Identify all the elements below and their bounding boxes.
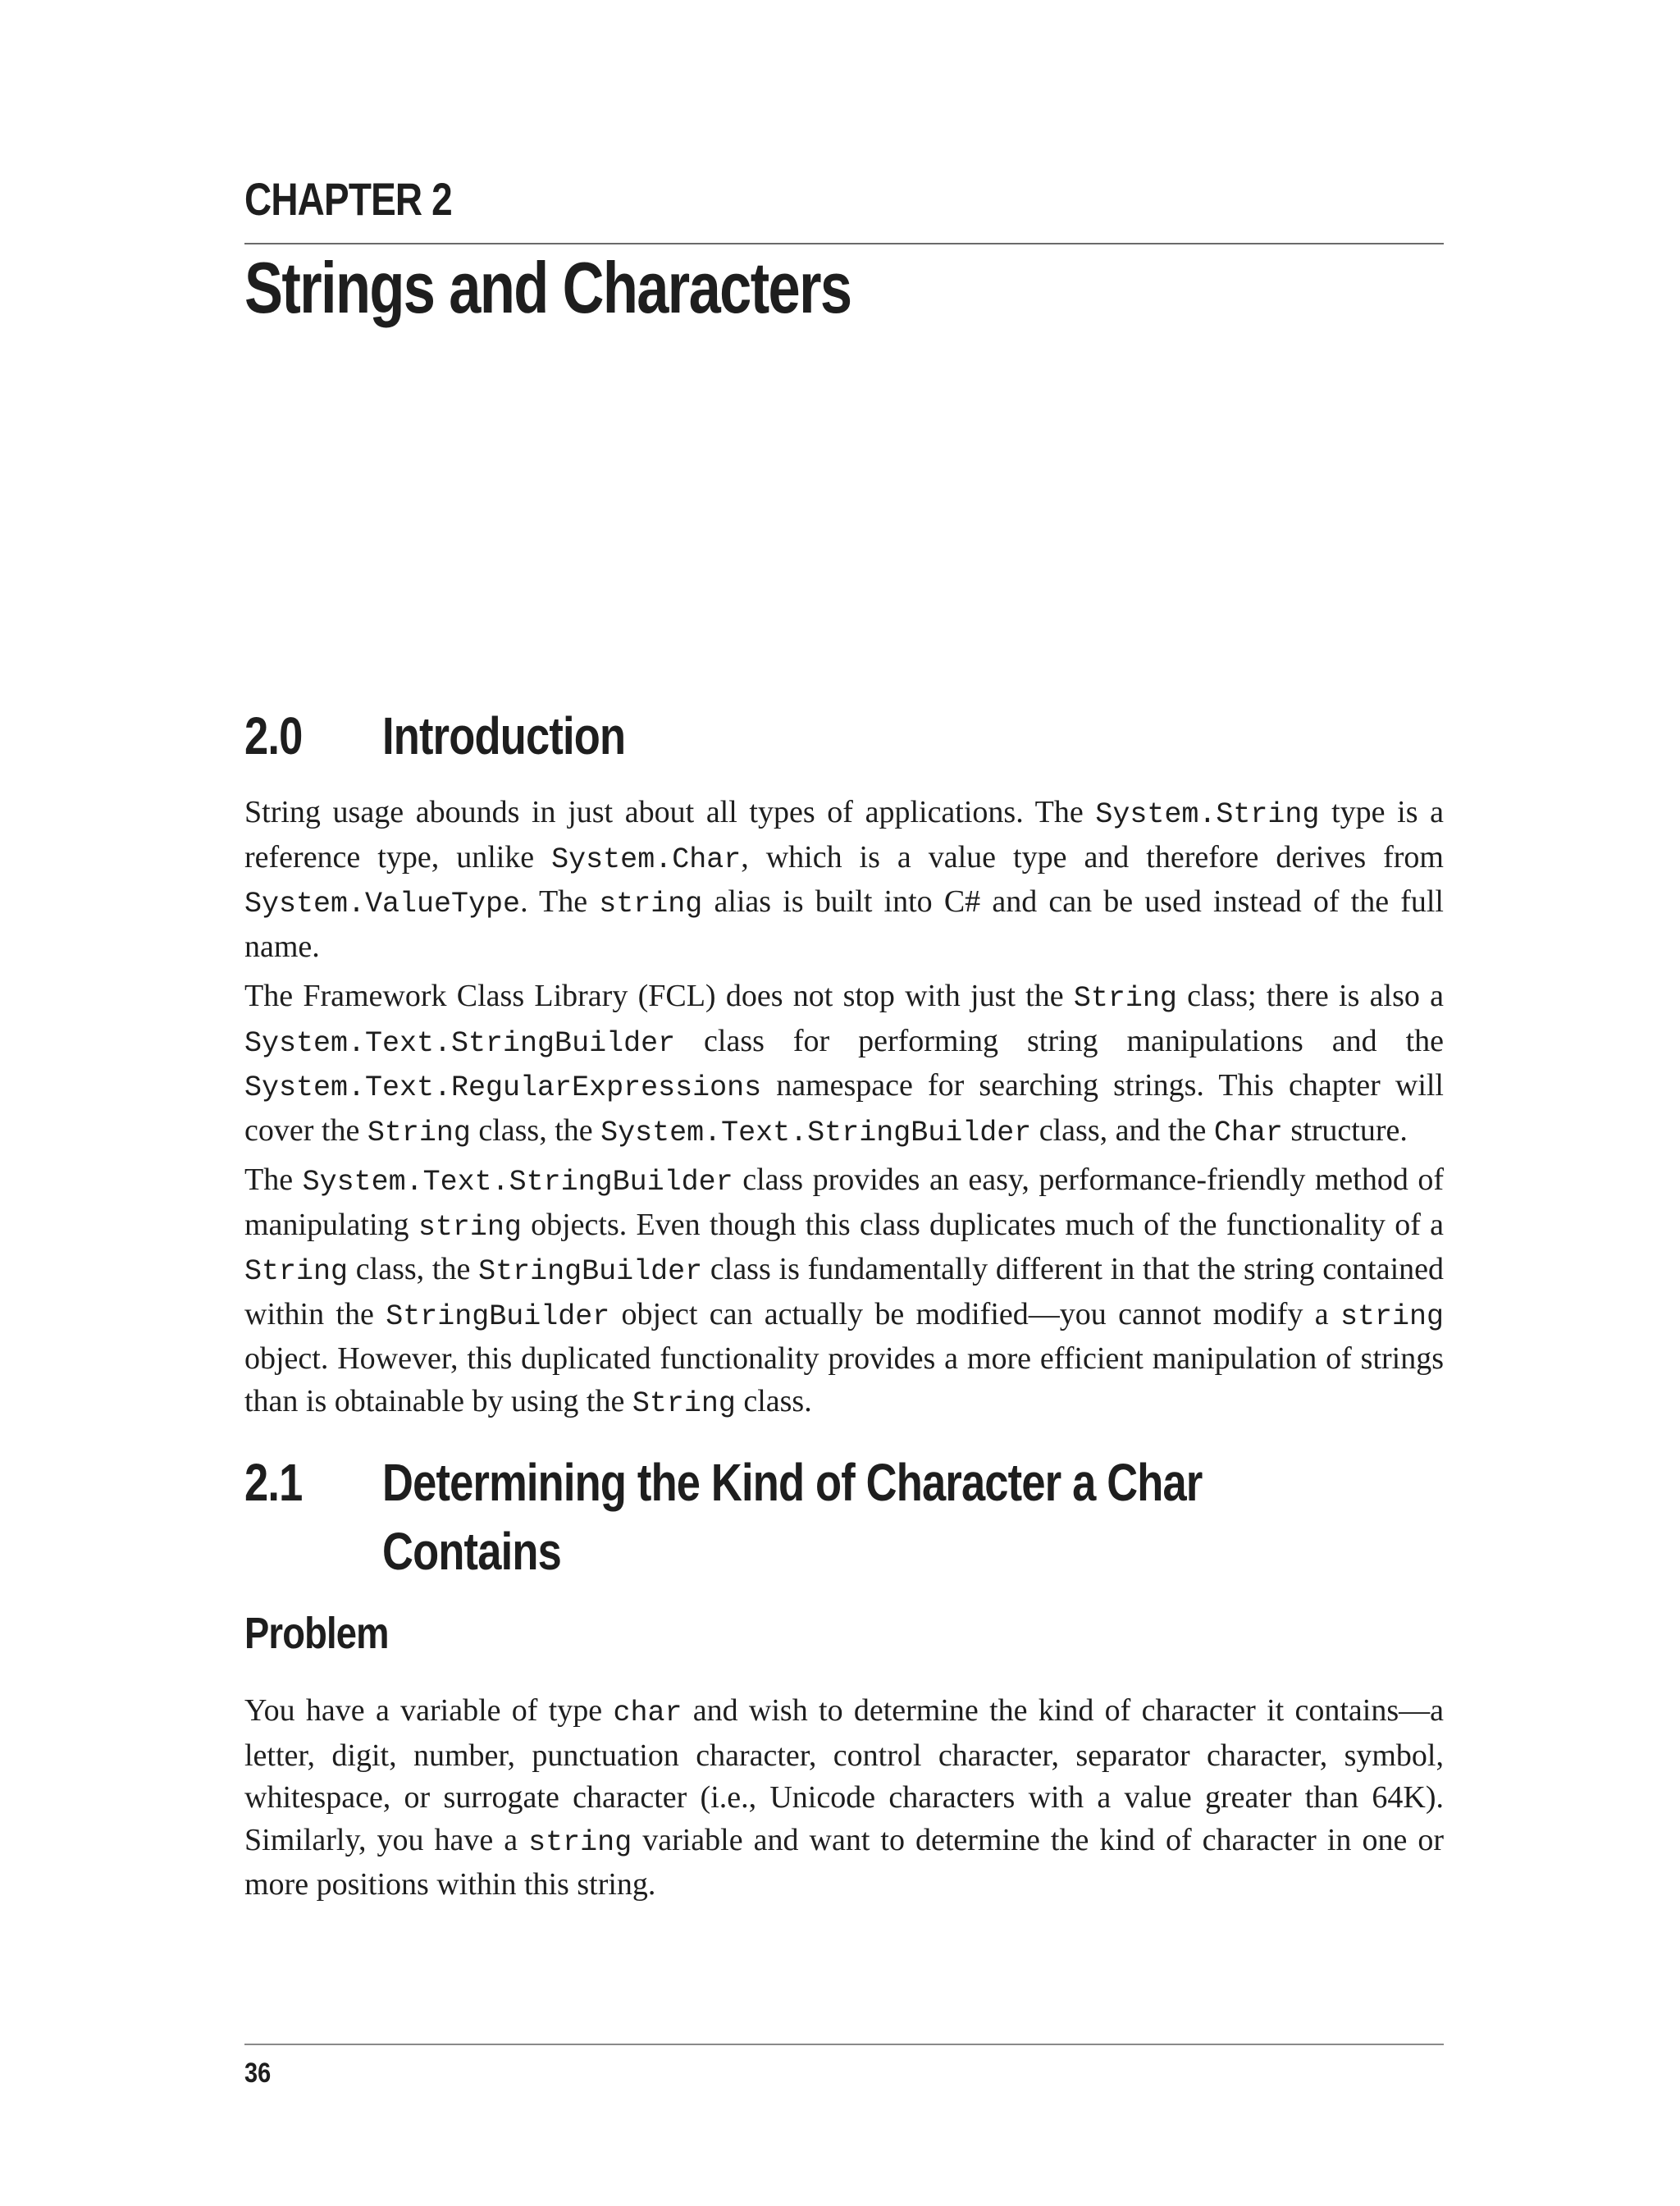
code-inline: System.Char xyxy=(551,843,742,876)
code-inline: string xyxy=(528,1825,632,1859)
code-inline: System.ValueType xyxy=(244,888,521,920)
footer-rule xyxy=(244,2044,1444,2045)
code-inline: System.Text.StringBuilder xyxy=(600,1116,1032,1149)
code-inline: string xyxy=(599,888,703,920)
code-inline: string xyxy=(418,1210,522,1244)
problem-paragraph: You have a variable of type char and wish to determine the kind of character it contains—a letter, digit, number, punctuation character, control character, separator character, symbol, whitespace, or surrogate character (i.e., Unicode characters with a value greater than 64K). Similarly, you have a string variable and want to determine the kind of character in one or more positions within this string. xyxy=(244,1693,1444,1902)
code-inline: String xyxy=(1073,982,1177,1015)
problem-heading: Problem xyxy=(244,1609,389,1658)
code-inline: string xyxy=(1340,1299,1444,1333)
code-inline: System.Text.StringBuilder xyxy=(244,1026,676,1060)
section-title: Determining the Kind of Character a Char Contains xyxy=(382,1453,1203,1581)
page-number: 36 xyxy=(244,2058,272,2089)
intro-paragraph-2: The Framework Class Library (FCL) does not stop with just the String class; there is also a System.Text.StringBuilder class for performing string manipulations and the System.Text.RegularExpressions namespace for searching strings. This chapter will cover the String class, the System.Text.StringBuilder class, and the Char structure. xyxy=(244,979,1444,1149)
chapter-label: CHAPTER 2 xyxy=(244,173,452,225)
code-inline: Char xyxy=(1213,1116,1283,1149)
code-inline: String xyxy=(367,1116,471,1149)
code-inline: System.String xyxy=(1095,798,1320,831)
intro-paragraph-3: The System.Text.StringBuilder class provides an easy, performance-friendly method of manipulating string objects. Even though this class duplicates much of the functionality of a String class, the StringBuilder class is fundamentally different in that the string contained within the StringBuilder object can actually be modified—you cannot modify a string object. However, this duplicated functionality provides a more efficient manipulation of strings than is obtainable by using the String class. xyxy=(244,1162,1444,1420)
code-inline: StringBuilder xyxy=(386,1299,610,1333)
section-number: 2.1 xyxy=(244,1453,303,1512)
section-title: Introduction xyxy=(382,706,626,765)
code-inline: String xyxy=(632,1386,736,1420)
code-inline: String xyxy=(244,1255,349,1288)
code-inline: System.Text.RegularExpressions xyxy=(244,1071,762,1104)
section-number: 2.0 xyxy=(244,706,303,765)
chapter-title: Strings and Characters xyxy=(244,247,851,328)
code-inline: StringBuilder xyxy=(478,1255,703,1288)
code-inline: char xyxy=(613,1697,682,1729)
intro-paragraph-1: String usage abounds in just about all types of applications. The System.String type is a reference type, unlike System.Char, which is a value type and therefore derives from System.ValueType. The string alias is built into C# and can be used instead of the full name. xyxy=(244,795,1444,964)
book-page xyxy=(244,0,1444,2206)
chapter-rule xyxy=(244,243,1444,244)
code-inline: System.Text.StringBuilder xyxy=(302,1166,733,1199)
